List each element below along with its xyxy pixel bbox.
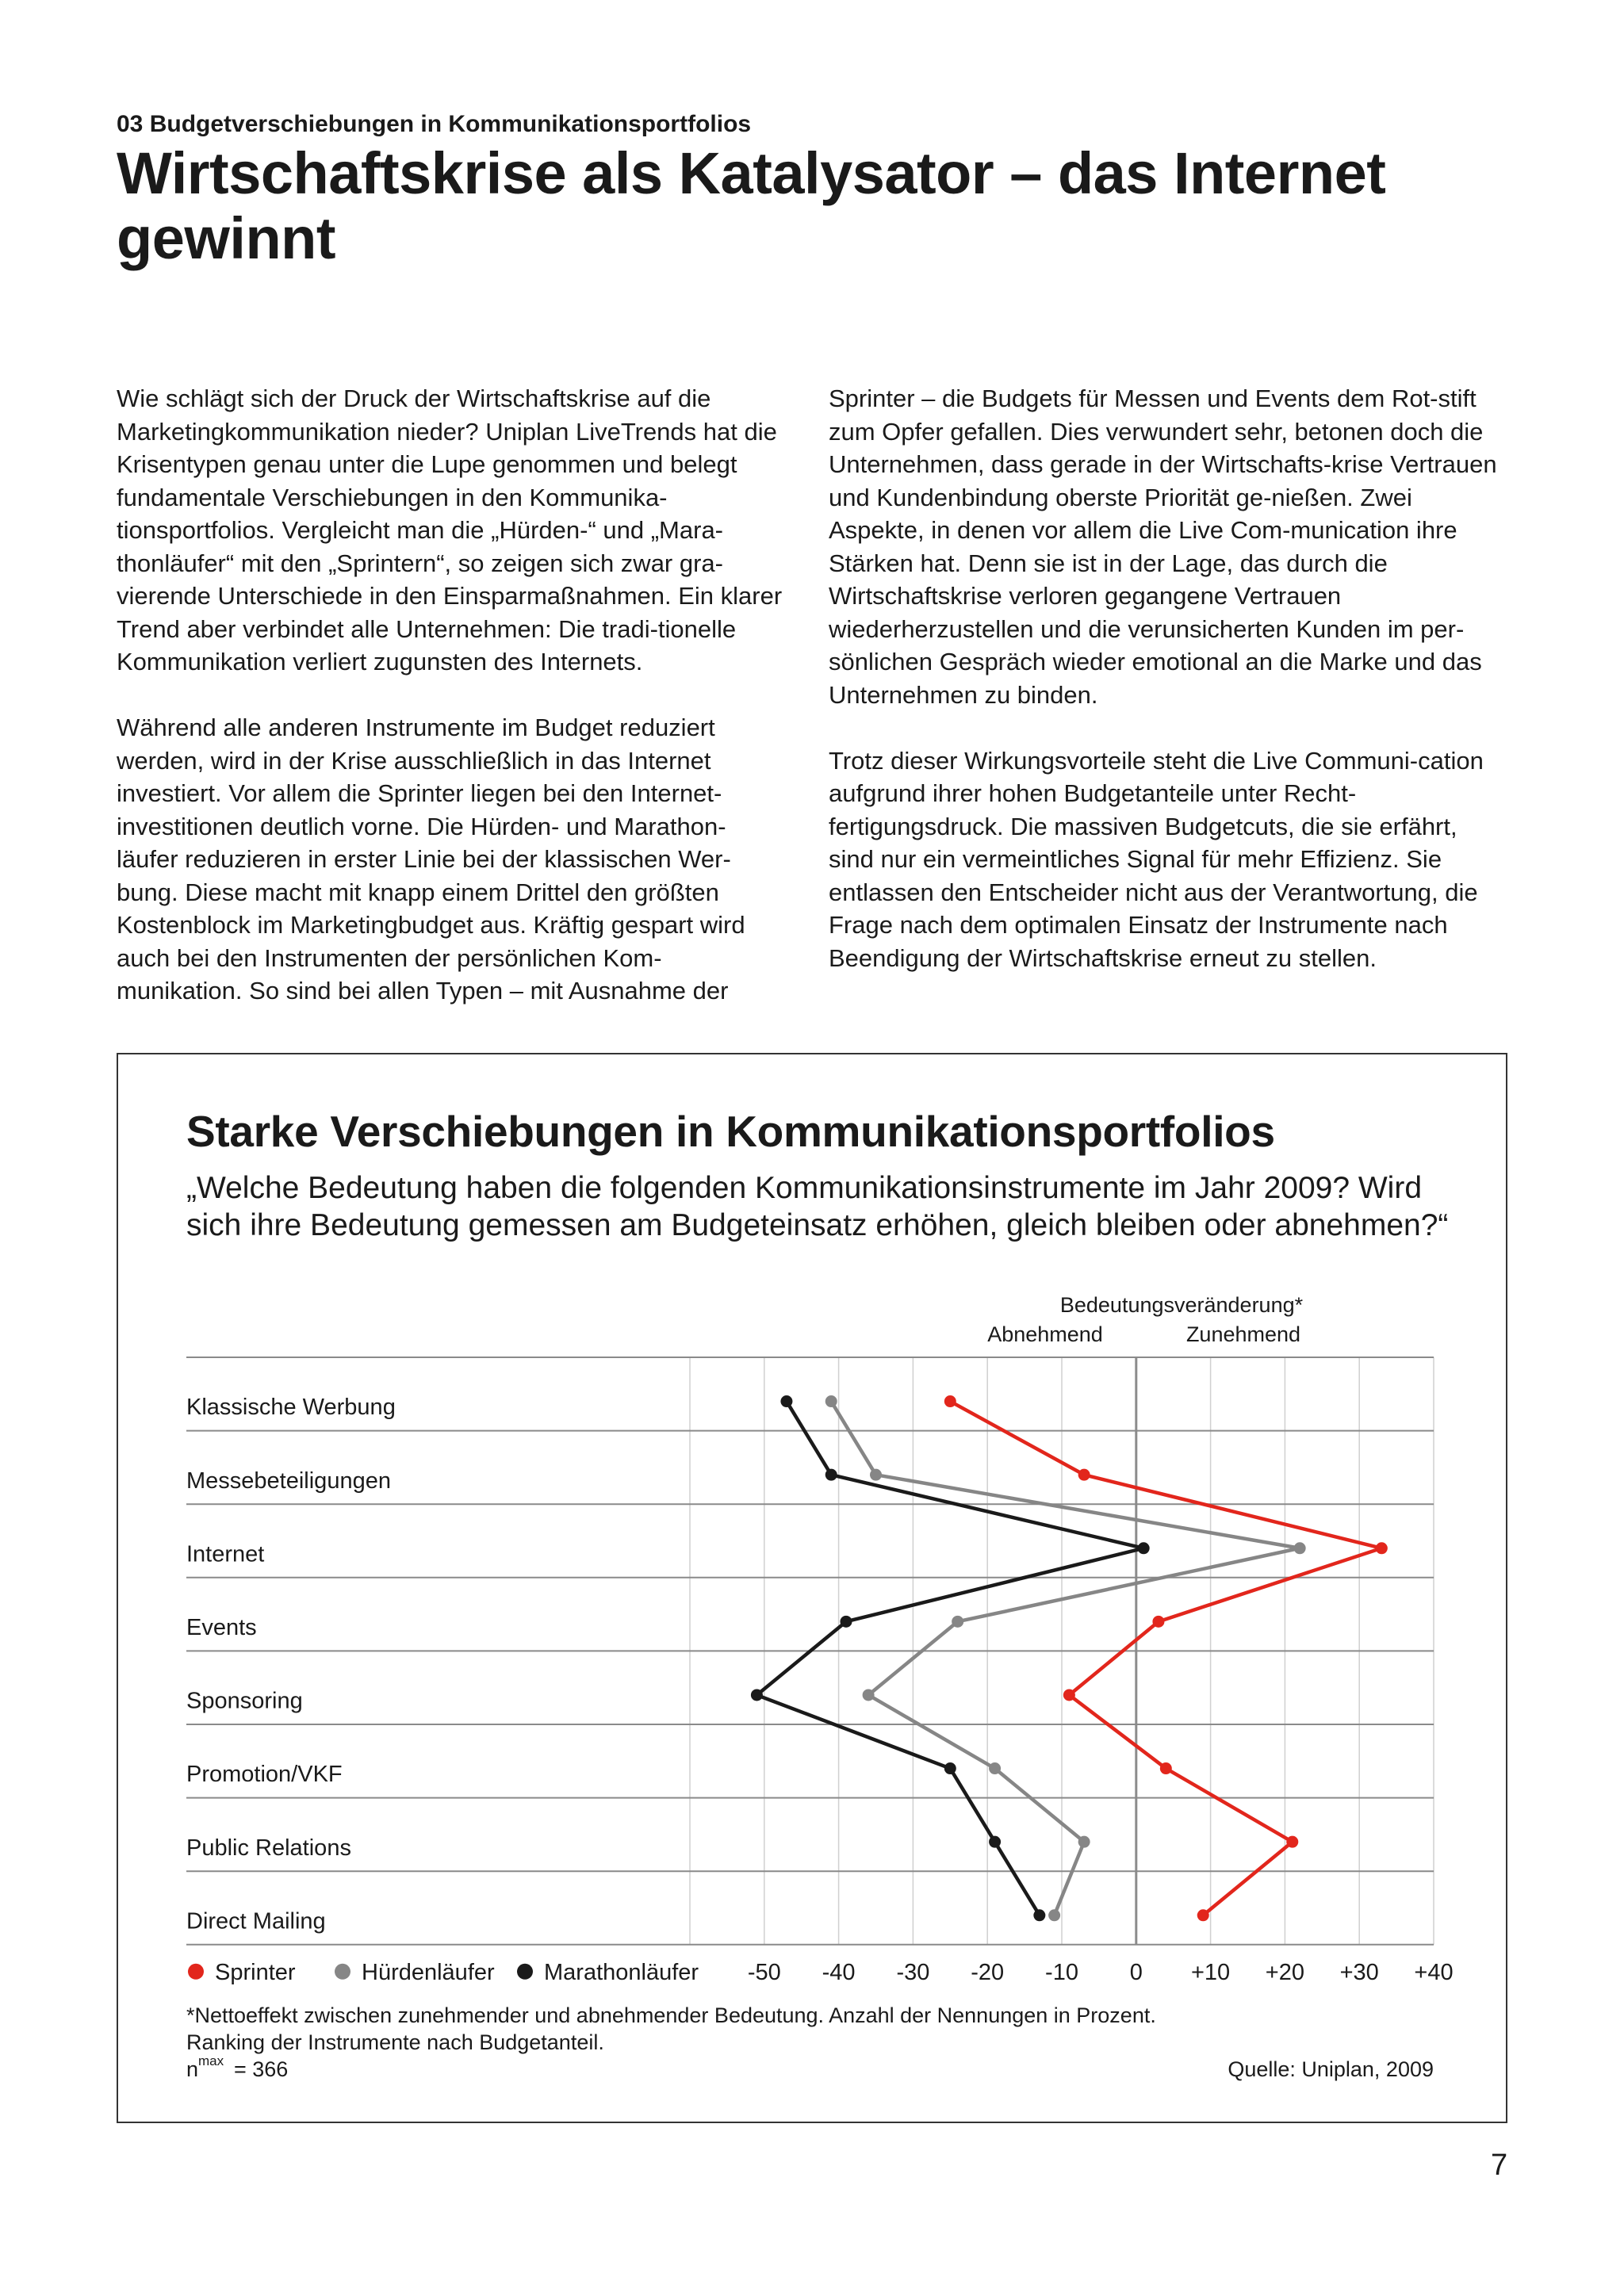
source-label: Quelle: Uniplan, 2009 [1228, 2057, 1434, 2081]
x-tick-label: 0 [1129, 1959, 1143, 1985]
paragraph: Trotz dieser Wirkungsvorteile steht die Live Communi-cation aufgrund ihrer hohen Budgetanteile unter Recht-fertigungsdruck. Die massiven Budgetcuts, die sie erfährt, sind nur ein vermeintliches Signal für mehr Effizienz. Sie entlassen den Entscheider nicht aus der Verantwortung, die Frage nach dem optimalen Einsatz der Instrumente nach Beendigung der Wirtschaftskrise erneut zu stellen. [829, 746, 1484, 972]
x-tick-label: +30 [1339, 1959, 1379, 1985]
n-superscript: max [198, 2053, 224, 2068]
series-line-sprinter [950, 1402, 1381, 1915]
legend-marker [188, 1964, 204, 1980]
x-tick-label: -10 [1045, 1959, 1078, 1985]
data-point [989, 1836, 1001, 1848]
series-line-hürdenläufer [831, 1402, 1300, 1915]
data-point [1048, 1909, 1060, 1921]
data-point [1063, 1689, 1075, 1701]
data-point [1197, 1909, 1209, 1921]
axis-title: Bedeutungsveränderung* [1059, 1293, 1304, 1317]
page-number: 7 [1491, 2149, 1508, 2182]
paragraph: Sprinter – die Budgets für Messen und Events dem Rot-stift zum Opfer gefallen. Dies verwundert sehr, betonen doch die Unternehmen, dass gerade in der Wirtschafts-krise Vertrauen und Kundenbindung oberste Priorität ge-nießen. Zwei Aspekte, in denen vor allem die Live Com-munication ihre Stärken hat. Denn sie ist in der Lage, das durch die Wirtschaftskrise verloren gegangene Vertrauen wiederherzustellen und die verunsicherten Kunden im per-sönlichen Gespräch wieder emotional an die Marke und das Unternehmen zu binden. [829, 385, 1497, 709]
data-point [825, 1395, 837, 1407]
chart-title: Starke Verschiebungen in Kommunikationsportfolios [186, 1107, 1275, 1156]
x-tick-label: -30 [896, 1959, 930, 1985]
data-point [944, 1395, 956, 1407]
x-tick-label: -40 [822, 1959, 856, 1985]
data-point [1286, 1836, 1298, 1848]
paragraph: Wie schlägt sich der Druck der Wirtschaftskrise auf die Marketingkommunikation nieder? Uniplan LiveTrends hat die Krisentypen genau unter die Lupe genommen und belegt fundamentale Verschiebungen in den Kommunika-tionsportfolios. Vergleicht man die „Hürden-“ und „Mara-thonläufer“ mit den „Sprintern“, so zeigen sich zwar gra-vierende Unterschiede in den Einsparmaßnahmen. Ein klarer Trend aber verbindet alle Unternehmen: Die tradi-tionelle Kommunikation verliert zugunsten des Internets. [117, 385, 783, 675]
x-tick-label: +10 [1190, 1959, 1231, 1985]
data-point [1138, 1542, 1150, 1554]
data-point [870, 1469, 882, 1481]
category-label: Sponsoring [186, 1688, 303, 1714]
category-label: Messebeteiligungen [186, 1468, 391, 1494]
page-headline: Wirtschaftskrise als Katalysator – das Internet gewinnt [117, 140, 1386, 271]
legend-marker [517, 1964, 533, 1980]
data-point [1376, 1542, 1388, 1554]
legend-entry: Sprinter [215, 1959, 296, 1985]
footnote-ranking: Ranking der Instrumente nach Budgetanteil. [186, 2030, 604, 2054]
data-point [989, 1762, 1001, 1774]
paragraph: Während alle anderen Instrumente im Budget reduziert werden, wird in der Krise ausschließlich in das Internet investiert. Vor allem die Sprinter liegen bei den Internet-investitionen deutlich vorne. Die Hürden- und Marathon-läufer reduzieren in erster Linie bei der klassischen Wer-bung. Diese macht mit knapp einem Drittel den größten Kostenblock im Marketingbudget aus. Kräftig gespart wird auch bei den Instrumenten der persönlichen Kom-munikation. So sind bei allen Typen – mit Ausnahme der [117, 714, 745, 1004]
legend-entry: Marathonläufer [544, 1959, 699, 1985]
category-label: Direct Mailing [186, 1908, 326, 1934]
footnote: *Nettoeffekt zwischen zunehmender und abnehmender Bedeutung. Anzahl der Nennungen in Prozent. [186, 2003, 1156, 2027]
data-point [780, 1395, 792, 1407]
n-value: = 366 [234, 2057, 289, 2081]
data-point [863, 1689, 875, 1701]
data-point [1160, 1762, 1172, 1774]
legend-marker [335, 1964, 350, 1980]
data-point [1078, 1836, 1090, 1848]
x-tick-label: -50 [747, 1959, 781, 1985]
data-point [825, 1469, 837, 1481]
data-point [952, 1616, 963, 1628]
chart-question: „Welche Bedeutung haben die folgenden Kommunikationsinstrumente im Jahr 2009? Wird sich ihre Bedeutung gemessen am Budgeteinsatz erhöhen, gleich bleiben oder abnehmen?“ [186, 1171, 1449, 1242]
category-label: Internet [186, 1541, 265, 1567]
data-point [1078, 1469, 1090, 1481]
section-kicker: 03 Budgetverschiebungen in Kommunikationsportfolios [117, 111, 752, 137]
x-tick-label: +40 [1414, 1959, 1454, 1985]
axis-right-label: Zunehmend [1185, 1322, 1301, 1346]
category-label: Events [186, 1615, 257, 1641]
data-point [840, 1616, 852, 1628]
x-tick-label: +20 [1265, 1959, 1305, 1985]
data-point [1152, 1616, 1164, 1628]
x-tick-label: -20 [971, 1959, 1005, 1985]
data-point [1033, 1909, 1045, 1921]
axis-left-label: Abnehmend [987, 1322, 1103, 1346]
legend-entry: Hürdenläufer [362, 1959, 495, 1985]
n-label: n [186, 2057, 199, 2081]
data-point [944, 1762, 956, 1774]
category-label: Promotion/VKF [186, 1762, 343, 1788]
data-point [1294, 1542, 1306, 1554]
category-label: Public Relations [186, 1835, 351, 1861]
data-point [751, 1689, 763, 1701]
category-label: Klassische Werbung [186, 1395, 396, 1421]
